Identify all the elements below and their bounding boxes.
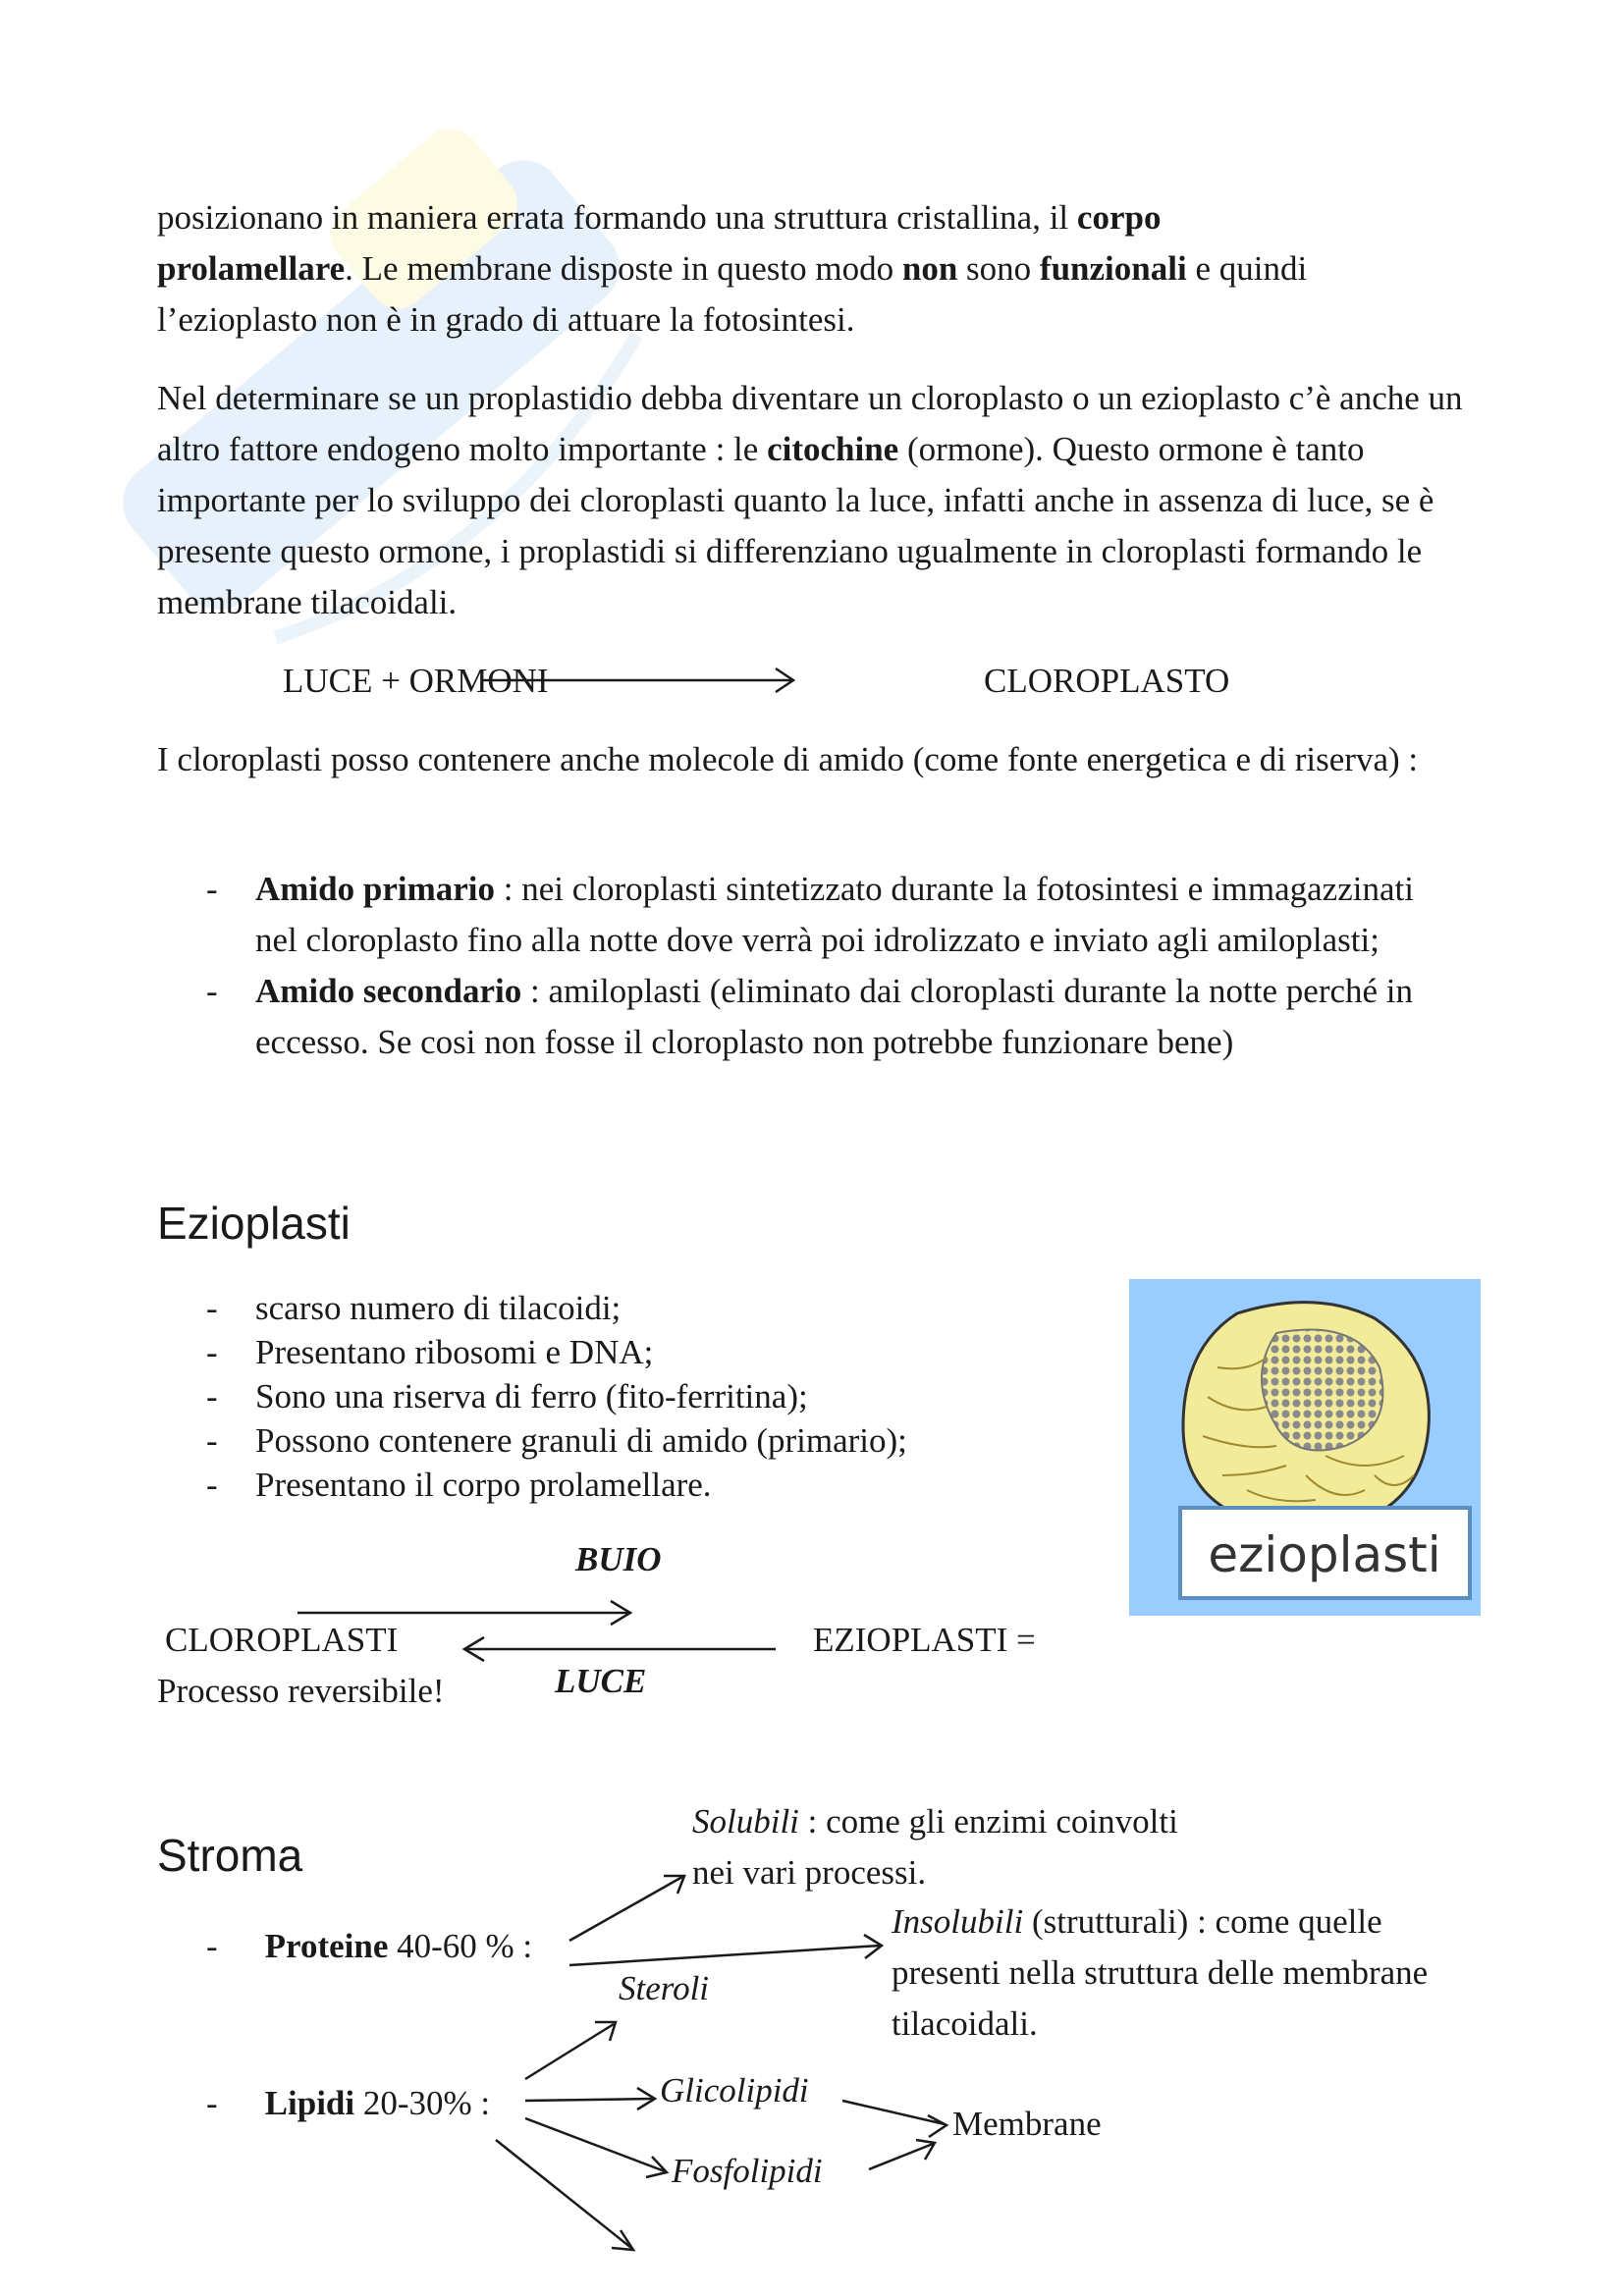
list-item: - Sono una riserva di ferro (fito-ferritina); <box>157 1374 1041 1418</box>
lipidi-item: - Lipidi 20-30% : <box>206 2084 491 2122</box>
membrane-label: Membrane <box>952 2105 1102 2143</box>
insolubili-text: Insolubili (strutturali) : come quelle <box>892 1902 1382 1941</box>
paragraph-intro: posizionano in maniera errata formando una struttura cristallina, il corpo prolamellare. Le membrane disposte in questo modo non sono funzionali e quindi l’ezioplasto non è in grado di attuare la fotosintesi. <box>157 198 1308 339</box>
cloroplasti-label: CLOROPLASTI <box>165 1621 399 1659</box>
arrow-insolubili <box>569 1946 880 1965</box>
solubili-text: Solubili : come gli enzimi coinvolti <box>692 1802 1178 1841</box>
paragraph-amido: I cloroplasti posso contenere anche molecole di amido (come fonte energetica e di riserva) : <box>157 740 1419 778</box>
luce-label: LUCE <box>555 1662 647 1700</box>
arrow-fosfolipidi <box>525 2118 665 2171</box>
heading-stroma: Stroma <box>157 1830 303 1881</box>
arrow-fosfo-membrane <box>869 2144 933 2169</box>
list-item: - scarso numero di tilacoidi; <box>157 1286 1041 1330</box>
solubili-text-2: nei vari processi. <box>692 1853 927 1892</box>
ezioplasti-label: EZIOPLASTI = <box>813 1621 1036 1659</box>
insolubili-text-2: presenti nella struttura delle membrane <box>892 1953 1429 1992</box>
list-item: - Possono contenere granuli di amido (primario); <box>157 1418 1041 1463</box>
insolubili-text-3: tilacoidali. <box>892 2004 1038 2043</box>
processo-reversibile: Processo reversibile! <box>157 1672 445 1710</box>
arrowhead-glico-membrane <box>928 2115 947 2137</box>
list-item: - Amido secondario : amiloplasti (eliminato dai cloroplasti durante la notte perché in eccesso. Se cosi non fosse il cloroplasto non potrebbe funzionare bene) <box>157 966 1453 1068</box>
arrow-steroli <box>525 2024 614 2079</box>
heading-ezioplasti: Ezioplasti <box>157 1198 351 1249</box>
glicolipidi-label: Glicolipidi <box>660 2071 809 2109</box>
arrow-glicolipidi <box>525 2099 653 2101</box>
arrow-glico-membrane <box>842 2101 945 2124</box>
paragraph-citochine: Nel determinare se un proplastidio debba diventare un cloroplasto o un ezioplasto c’è anche un altro fattore endogeno molto importante : le citochine (ormone). Questo ormone è tanto importante per lo sviluppo dei cloroplasti quanto la luce, infatti anche in assenza di luce, se è presente questo ormone, i proplastidi si differenziano ugualmente in cloroplasti formando le membrane tilacoidali. <box>157 379 1463 621</box>
list-item: - Presentano ribosomi e DNA; <box>157 1330 1041 1374</box>
luce-ormoni-label: LUCE + ORMONI <box>283 662 549 700</box>
arrow-solubili <box>569 1877 682 1941</box>
buio-label: BUIO <box>575 1540 662 1578</box>
steroli-label: Steroli <box>619 1969 710 2007</box>
list-item: - Amido primario : nei cloroplasti sintetizzato durante la fotosintesi e immagazzinati nel cloroplasto fino alla notte dove verrà poi idrolizzato e inviato agli amiloplasti; <box>157 864 1453 966</box>
image-label: ezioplasti <box>1208 1526 1441 1583</box>
arrow-down <box>496 2140 631 2248</box>
list-item: - Presentano il corpo prolamellare. <box>157 1463 1041 1507</box>
fosfolipidi-label: Fosfolipidi <box>672 2152 823 2190</box>
proteine-item: - Proteine 40-60 % : <box>206 1927 533 1965</box>
cloroplasto-label: CLOROPLASTO <box>984 662 1230 700</box>
